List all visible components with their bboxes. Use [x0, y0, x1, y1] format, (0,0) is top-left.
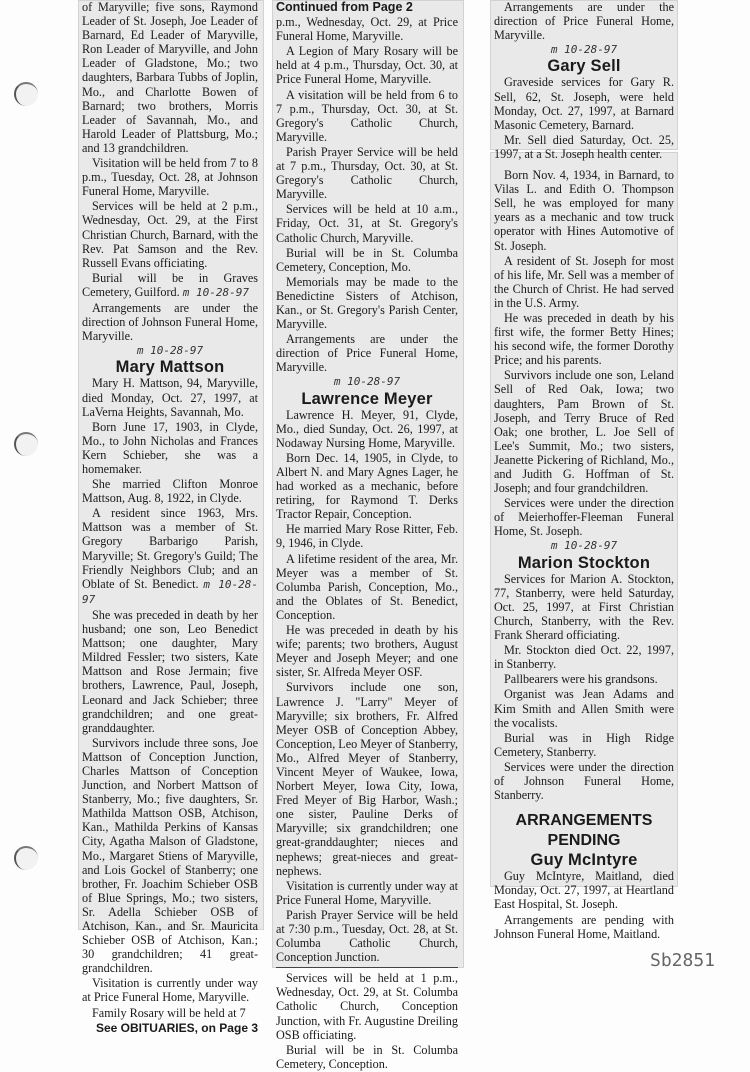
- mattson-para-1: Mary H. Mattson, 94, Maryville, died Monday, Oct. 27, 1997, at LaVerna Heights, Savannah, Mo.: [82, 376, 258, 419]
- obituary-heading-stockton: Marion Stockton: [517, 553, 651, 572]
- handwritten-date: m 10-28-97: [550, 539, 618, 553]
- handwritten-date: m 10-28-97: [182, 285, 249, 299]
- stockton-para-3: Pallbearers were his grandsons.: [504, 672, 658, 687]
- obituary-heading-meyer: Lawrence Meyer: [301, 389, 433, 408]
- arrangements-pending-heading-1: ARRANGEMENTS: [515, 812, 653, 830]
- stockton-para-5: Burial was in High Ridge Cemetery, Stanberry.: [494, 730, 674, 759]
- col2-para-5: Services will be held at 10 a.m., Friday, Oct. 31, at St. Gregory's Catholic Church, Maryville.: [276, 202, 458, 245]
- clipping-divider: [276, 967, 458, 968]
- sell-para-7: Services were under the direction of Meierhoffer-Fleeman Funeral Home, St. Joseph.: [494, 496, 674, 539]
- binder-hole-middle: [14, 432, 38, 456]
- col2-para-4: Parish Prayer Service will be held at 7 p.m., Thursday, Oct. 30, at St. Gregory's Catholic Church, Maryville.: [276, 144, 458, 202]
- mattson-para-6: Survivors include three sons, Joe Mattson of Conception Junction, Charles Mattson of Conception Junction, and Norbert Mattson of Stanberry, Mo.; five daughters, Sr. Mathilda Mattson OSB, Atchison, Kan., Mathilda Perkins of Kansas City, Agatha Malson of Gladstone, Mo., Margaret Stiens of Maryville, and Lois Gockel of Stanberry; one brother, Fr. Joachim Schieber OSB of Blue Springs, Mo.; two sisters, Sr. Adella Schieber OSB of Atchison, Kan., and Sr. Mauricita Schieber OSB of Atchison, Kan.; 30 grandchildren; 41 great-grandchildren.: [82, 735, 258, 976]
- mattson-resident: [82, 506, 258, 607]
- col2-para-6: Burial will be in St. Columba Cemetery, Conception, Mo.: [276, 245, 458, 274]
- handwritten-date: m 10-28-97: [333, 375, 401, 389]
- col1-para-1: of Maryville; five sons, Raymond Leader of St. Joseph, Joe Leader of Barnard, Ed Leader of Maryville, Ron Leader of Maryville, and John Leader of Gladstone, Mo.; two daughters, Barbara Tubbs of Joplin, Mo., and Charlotte Bowen of Barnard; two brothers, Morris Leader of Savannah, Mo., and Harold Leader of Plattsburg, Mo.; and 13 grandchildren.: [82, 0, 258, 155]
- sell-para-3: Born Nov. 4, 1934, in Barnard, to Vilas L. and Edith O. Thompson Sell, he was employed for many years as a mechanic and tow truck operator with Hines Automotive of St. Joseph.: [494, 168, 674, 253]
- col2-para-8: Arrangements are under the direction of Price Funeral Home, Maryville.: [276, 332, 458, 375]
- mcintyre-para-2: Arrangements are pending with Johnson Funeral Home, Maitland.: [494, 912, 674, 941]
- obituary-heading-sell: Gary Sell: [547, 57, 621, 76]
- sell-para-2: Mr. Sell died Saturday, Oct. 25, 1997, at a St. Joseph health center.: [494, 132, 674, 161]
- handwritten-date: m 10-28-97: [82, 577, 259, 606]
- binder-hole-bottom: [14, 846, 38, 870]
- col3-top: Arrangements are under the direction of Price Funeral Home, Maryville.: [494, 0, 674, 43]
- mcintyre-para-1: Guy McIntyre, Maitland, died Monday, Oct. 27, 1997, at Heartland East Hospital, St. Joseph.: [494, 869, 674, 912]
- stockton-para-2: Mr. Stockton died Oct. 22, 1997, in Stanberry.: [494, 643, 674, 672]
- col1-arrangements: Arrangements are under the direction of Johnson Funeral Home, Maryville.: [82, 300, 258, 344]
- col2-para-7: Memorials may be made to the Benedictine Sisters of Atchison, Kan., or St. Gregory's Parish Center, Maryville.: [276, 274, 458, 332]
- continued-label: Continued from Page 2: [276, 0, 413, 14]
- meyer-para-10: Burial will be in St. Columba Cemetery, Conception.: [276, 1042, 458, 1071]
- meyer-para-7: Visitation is currently under way at Price Funeral Home, Maryville.: [276, 878, 458, 907]
- stockton-para-6: Services were under the direction of Johnson Funeral Home, Stanberry.: [494, 759, 674, 803]
- mattson-para-3: She married Clifton Monroe Mattson, Aug. 8, 1922, in Clyde.: [82, 477, 258, 506]
- meyer-para-1: Lawrence H. Meyer, 91, Clyde, Mo., died Sunday, Oct. 26, 1997, at Nodaway Nursing Home, Maryville.: [276, 407, 458, 450]
- catalog-number: Sb2851: [650, 950, 716, 971]
- resident-text: A resident since 1963, Mrs. Mattson was a member of St. Gregory Barbarigo Parish, Maryville; St. Gregory's Guild; The Friendly Neighbors Club; and an Oblate of St. Benedict.: [82, 506, 258, 591]
- handwritten-date: m 10-28-97: [136, 344, 204, 358]
- col1-para-3: Services will be held at 2 p.m., Wednesday, Oct. 29, at the First Christian Church, Barnard, with the Rev. Pat Samson and the Rev. Russell Evans officiating.: [82, 199, 258, 270]
- col1-burial: [82, 271, 258, 300]
- handwritten-date: m 10-28-97: [550, 43, 618, 57]
- mattson-para-2: Born June 17, 1903, in Clyde, Mo., to John Nicholas and Frances Kern Schieber, she was a homemaker.: [82, 419, 258, 476]
- mattson-para-7: Visitation is currently under way at Price Funeral Home, Maryville.: [82, 976, 258, 1005]
- stockton-para-1: Services for Marion A. Stockton, 77, Stanberry, were held Saturday, Oct. 25, 1997, at First Christian Church, Stanberry, with the Rev. Frank Sherard officiating.: [494, 571, 674, 643]
- mattson-para-5: She was preceded in death by her husband; one son, Leo Benedict Mattson; one daughter, Mary Mildred Fessler; two sisters, Kate Mattson and Rose Jermain; five brothers, Lawrence, Paul, Joseph, Leonard and Jack Schieber; three grandchildren; and one great-granddaughter.: [82, 607, 258, 735]
- meyer-para-8: Parish Prayer Service will be held at 7:30 p.m., Tuesday, Oct. 28, at St. Columba Catholic Church, Conception Junction.: [276, 907, 458, 965]
- col2-para-3: A visitation will be held from 6 to 7 p.m., Thursday, Oct. 30, at St. Gregory's Catholic Church, Maryville.: [276, 87, 458, 144]
- sell-para-4: A resident of St. Joseph for most of his life, Mr. Sell was a member of the Church of Christ. He had served in the U.S. Army.: [494, 253, 674, 310]
- obituary-heading-mcintyre: Guy McIntyre: [530, 851, 638, 870]
- column-3: [494, 0, 674, 942]
- col1-para-2: Visitation will be held from 7 to 8 p.m., Tuesday, Oct. 28, at Johnson Funeral Home, Maryville.: [82, 156, 258, 199]
- sell-para-1: Graveside services for Gary R. Sell, 62, St. Joseph, were held Monday, Oct. 27, 1997, at Barnard Masonic Cemetery, Barnard.: [494, 75, 674, 132]
- obituary-heading-mattson: Mary Mattson: [115, 358, 225, 377]
- meyer-para-5: He was preceded in death by his wife; parents; two brothers, August Meyer and Joseph Meyer; and one sister, Sr. Alfreda Meyer OSF.: [276, 623, 458, 680]
- binder-hole-top: [14, 82, 38, 106]
- column-1: [82, 0, 258, 1036]
- meyer-para-2: Born Dec. 14, 1905, in Clyde, to Albert N. and Mary Agnes Lager, he had worked as a mechanic, before retiring, for Raymond T. Derks Tractor Repair, Conception.: [276, 450, 458, 522]
- mattson-para-8: Family Rosary will be held at 7: [92, 1005, 246, 1020]
- col2-para-2: A Legion of Mary Rosary will be held at 4 p.m., Thursday, Oct. 30, at Price Funeral Home, Maryville.: [276, 44, 458, 87]
- burial-text: Burial will be in Graves Cemetery, Guilford.: [82, 270, 258, 299]
- sell-para-6: Survivors include one son, Leland Sell of Red Oak, Iowa; two daughters, Pam Brown of St. Joseph, and Terry Bruce of Red Oak; one brother, L. Joe Sell of Lee's Summit, Mo.; two sisters, Jeanette Pickering of Richland, Mo., and Judith G. Hoffman of St. Joseph; and four grandchildren.: [494, 368, 674, 496]
- see-obituaries-link: See OBITUARIES, on Page 3: [95, 1020, 258, 1035]
- arrangements-pending-heading-2: PENDING: [547, 832, 621, 850]
- meyer-para-9: Services will be held at 1 p.m., Wednesday, Oct. 29, at St. Columba Catholic Church, Conception Junction, with Fr. Augustine Dreiling OSB officiating.: [276, 971, 458, 1042]
- column-2: [276, 0, 458, 1072]
- meyer-para-6: Survivors include one son, Lawrence J. "Larry" Meyer of Maryville; six brothers, Fr. Alfred Meyer OSB of Conception Abbey, Conception, Leo Meyer of Stanberry, Mo., Alfred Meyer of Stanberry, Vincent Meyer of Waukee, Iowa, Norbert Meyer, Iowa City, Iowa, Fred Meyer of Big Harbor, Wash.; one sister, Pauline Derks of Maryville; six grandchildren; one great-granddaughter; nieces and nephews; great-nieces and great-nephews.: [276, 680, 458, 878]
- stockton-para-4: Organist was Jean Adams and Kim Smith and Allen Smith were the vocalists.: [494, 687, 674, 730]
- meyer-para-4: A lifetime resident of the area, Mr. Meyer was a member of St. Columba Parish, Conception, Mo., and the Oblates of St. Benedict, Conception.: [276, 551, 458, 622]
- sell-para-5: He was preceded in death by his first wife, the former Betty Hines; his second wife, the former Dorothy Price; and his parents.: [494, 310, 674, 368]
- meyer-para-3: He married Mary Rose Ritter, Feb. 9, 1946, in Clyde.: [276, 522, 458, 551]
- col2-para-1: p.m., Wednesday, Oct. 29, at Price Funeral Home, Maryville.: [276, 15, 458, 44]
